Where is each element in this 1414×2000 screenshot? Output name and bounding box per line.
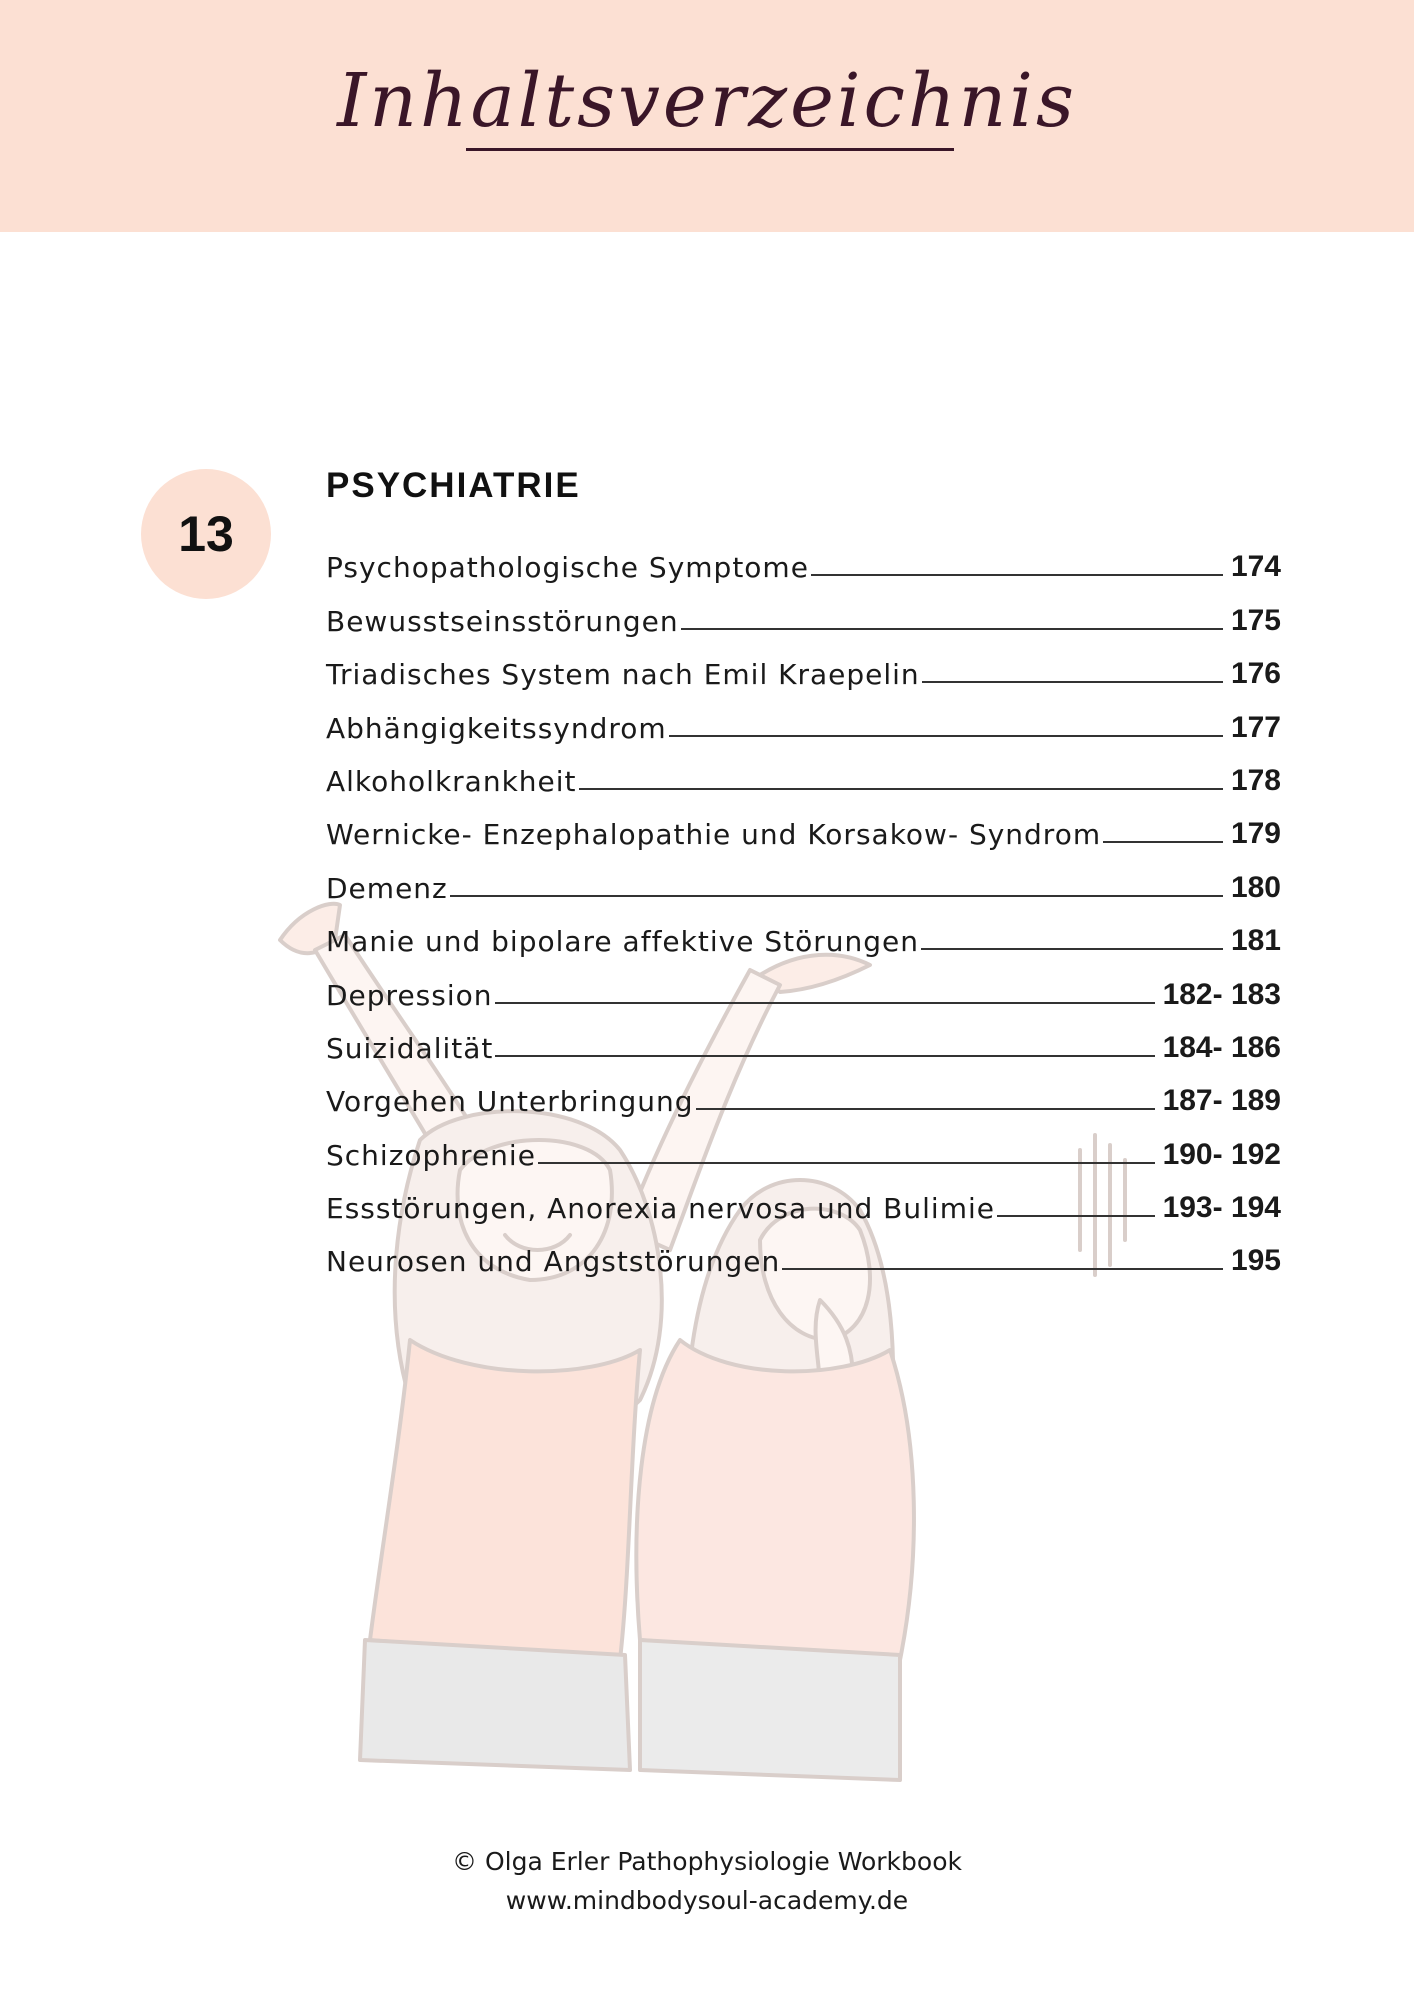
- toc-page-number: 177: [1230, 710, 1281, 744]
- toc-row: [326, 638, 1281, 691]
- toc-entry-label: Alkoholkrankheit: [326, 764, 577, 798]
- toc-page-number: 187- 189: [1162, 1084, 1281, 1118]
- toc-row: [326, 1225, 1281, 1278]
- toc-entry-label: Manie und bipolare affektive Störungen: [326, 925, 919, 959]
- toc-page-number: 180: [1230, 870, 1281, 904]
- toc-row: [326, 584, 1281, 637]
- toc-row: [326, 1172, 1281, 1225]
- toc-page-number: 175: [1230, 603, 1281, 637]
- table-of-contents: [326, 531, 1281, 1278]
- toc-page-number: 182- 183: [1162, 977, 1281, 1011]
- toc-entry-label: Abhängigkeitssyndrom: [326, 711, 667, 745]
- toc-page-number: 179: [1230, 817, 1281, 851]
- toc-entry-label: Vorgehen Unterbringung: [326, 1085, 694, 1119]
- toc-leader-line: [811, 574, 1223, 576]
- toc-entry-label: Suizidalität: [326, 1031, 494, 1065]
- toc-leader-line: [495, 1002, 1155, 1004]
- toc-entry-label: Depression: [326, 978, 493, 1012]
- toc-leader-line: [922, 681, 1223, 683]
- toc-row: [326, 531, 1281, 584]
- toc-entry-label: Demenz: [326, 871, 448, 905]
- toc-leader-line: [450, 895, 1223, 897]
- toc-leader-line: [696, 1108, 1155, 1110]
- chapter-number-badge: [141, 469, 271, 599]
- toc-entry-label: Wernicke- Enzephalopathie und Korsakow- Syndrom: [326, 818, 1102, 852]
- toc-row: [326, 1065, 1281, 1118]
- toc-row: [326, 958, 1281, 1011]
- toc-page-number: 193- 194: [1162, 1191, 1281, 1225]
- toc-leader-line: [782, 1268, 1223, 1270]
- toc-row: [326, 905, 1281, 958]
- footer-copyright: © Olga Erler Pathophysiologie Workbook: [452, 1847, 962, 1876]
- toc-leader-line: [538, 1162, 1155, 1164]
- toc-row: [326, 851, 1281, 904]
- toc-entry-label: Schizophrenie: [326, 1138, 536, 1172]
- toc-leader-line: [921, 948, 1223, 950]
- toc-entry-label: Essstörungen, Anorexia nervosa und Bulimie: [326, 1192, 995, 1226]
- toc-row: [326, 745, 1281, 798]
- toc-leader-line: [997, 1215, 1155, 1217]
- toc-row: [326, 1118, 1281, 1171]
- header-banner: [0, 0, 1414, 232]
- toc-leader-line: [579, 788, 1223, 790]
- toc-leader-line: [681, 628, 1223, 630]
- section-title: PSYCHIATRIE: [326, 466, 581, 505]
- toc-page-number: 178: [1230, 763, 1281, 797]
- page-title: Inhaltsverzeichnis: [337, 58, 1077, 144]
- toc-leader-line: [669, 735, 1223, 737]
- toc-page-number: 195: [1230, 1244, 1281, 1278]
- toc-page-number: 174: [1230, 550, 1281, 584]
- toc-row: [326, 1012, 1281, 1065]
- toc-page-number: 176: [1230, 657, 1281, 691]
- chapter-number: 13: [178, 506, 234, 562]
- toc-entry-label: Triadisches System nach Emil Kraepelin: [326, 658, 920, 692]
- toc-page-number: 181: [1230, 924, 1281, 958]
- toc-leader-line: [495, 1055, 1154, 1057]
- toc-entry-label: Bewusstseinsstörungen: [326, 604, 679, 638]
- toc-page-number: 184- 186: [1162, 1030, 1281, 1064]
- toc-row: [326, 798, 1281, 851]
- toc-entry-label: Psychopathologische Symptome: [326, 551, 809, 585]
- toc-entry-label: Neurosen und Angststörungen: [326, 1245, 781, 1279]
- title-underline: [466, 148, 954, 151]
- toc-page-number: 190- 192: [1162, 1137, 1281, 1171]
- toc-row: [326, 691, 1281, 744]
- toc-leader-line: [1103, 841, 1223, 843]
- footer-website: www.mindbodysoul-academy.de: [505, 1886, 909, 1915]
